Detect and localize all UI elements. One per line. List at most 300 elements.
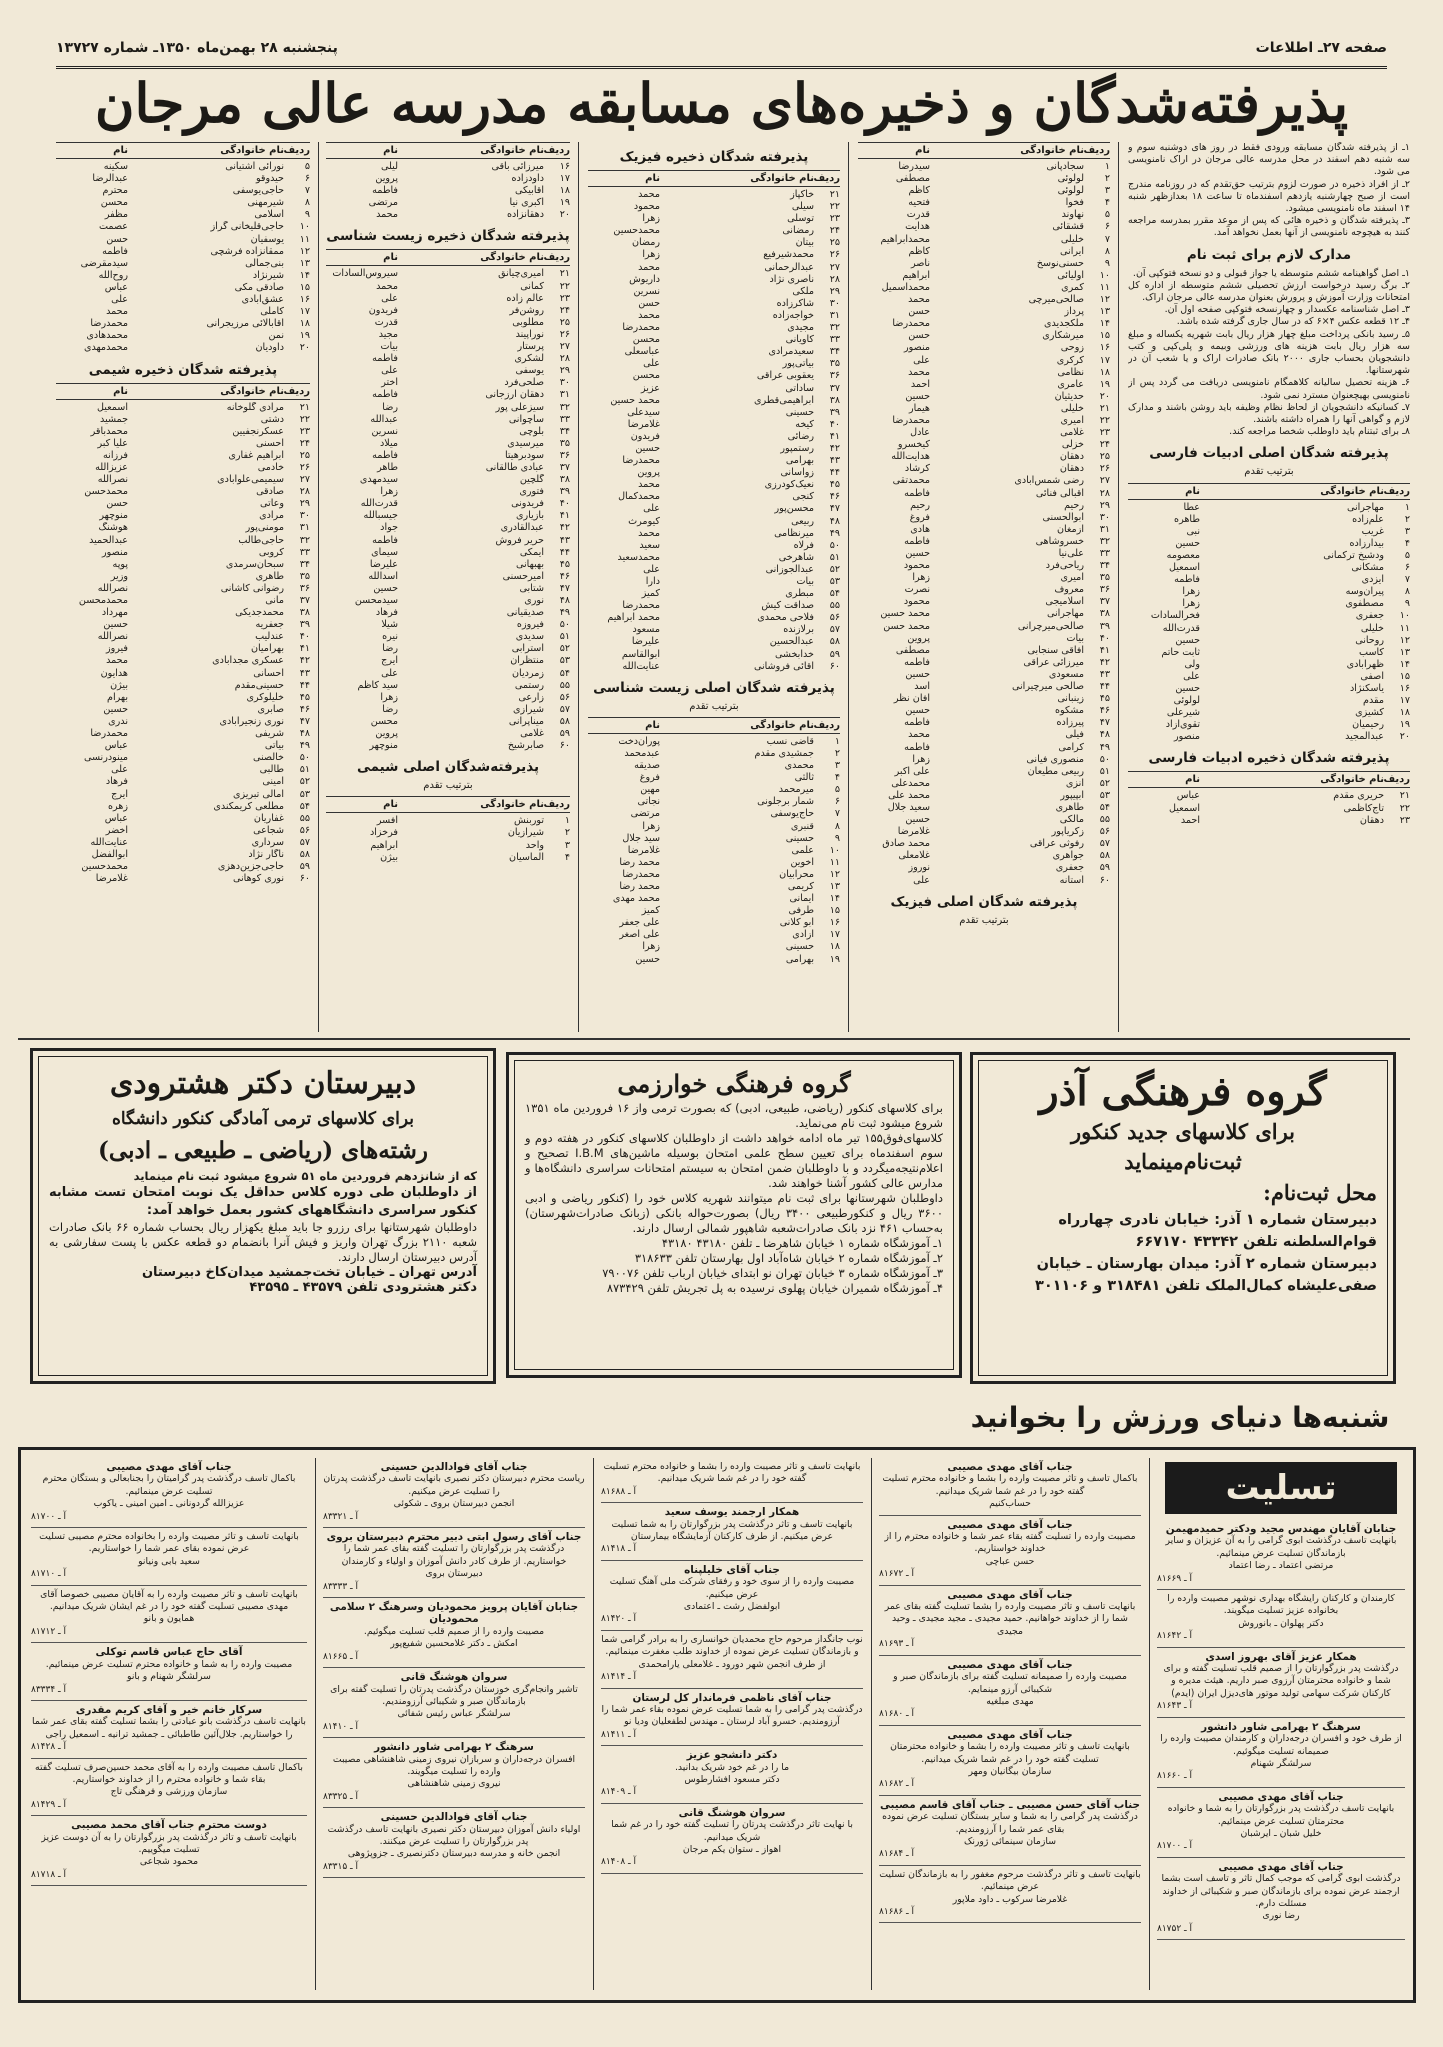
- table-row: [858, 560, 1110, 572]
- table-row: [326, 535, 570, 547]
- name-cell: عبدالله: [370, 413, 398, 425]
- surname-header: نام خانوادگی: [480, 145, 544, 156]
- table-row: [588, 636, 840, 648]
- name-cell: عنایت‌الله: [90, 836, 128, 848]
- surname-cell: عبدالجوزانی: [765, 563, 814, 575]
- notice-text: باکمال تاسف مصیبت وارده را به آقای محمد حسین‌صرف تسلیت گفته بقاء شما و خانواده محترم را از خداوند خواستاریم.: [35, 1761, 303, 1785]
- name-cell: حسین: [635, 442, 660, 454]
- name-cell: محمد: [638, 309, 660, 321]
- surname-cell: زارعی: [518, 691, 544, 703]
- rank-cell: ۳۷: [829, 382, 840, 394]
- column-rule: [593, 1458, 594, 1990]
- name-cell: منصور: [1174, 731, 1200, 743]
- rank-cell: ۳۲: [299, 534, 310, 546]
- rank-cell: ۷: [1104, 233, 1110, 245]
- surname-cell: ابوالحسنی: [1042, 511, 1084, 523]
- name-cell: فاطمه: [1174, 574, 1200, 586]
- name-header: نام: [383, 145, 398, 156]
- surname-cell: خاکپاز: [790, 189, 814, 200]
- table-row: [56, 571, 310, 583]
- table-row: [1128, 790, 1410, 802]
- surname-cell: نعیک‌کودرزی: [764, 479, 814, 491]
- table-row: [1128, 803, 1410, 815]
- surname-cell: آصفی: [1360, 670, 1384, 682]
- name-cell: زهرا: [380, 691, 398, 703]
- name-cell: ثابت حاتم: [1161, 646, 1200, 658]
- rank-cell: ۱: [834, 735, 840, 747]
- notice-code: آ ـ ۸۱۴۱۸: [601, 1544, 637, 1555]
- surname-cell: رستمپور: [780, 442, 814, 454]
- table-row: [858, 669, 1110, 681]
- rank-cell: ۲۰: [559, 209, 570, 221]
- enrollment-instructions: [1128, 142, 1410, 240]
- name-header: نام: [1185, 774, 1200, 786]
- rank-cell: ۲۱: [299, 401, 310, 413]
- table-row: [588, 467, 840, 479]
- name-header: نام: [113, 385, 128, 397]
- column-physics-reserve-biology: [588, 142, 840, 1032]
- surname-cell: کریمی: [787, 880, 814, 892]
- name-cell: مرتضی: [630, 808, 660, 820]
- rank-cell: ۱۰: [299, 221, 310, 233]
- notice-text: با نهایت تاثر درگذشت پدرتان را تسلیت گفته خود را در غم شما شریک میدانیم.: [611, 1819, 853, 1843]
- physics-main-subtitle: بترتیب تقدم: [959, 914, 1009, 926]
- rank-cell: ۲: [1404, 513, 1410, 525]
- column-rule: [871, 1458, 872, 1990]
- condolence-column-3: [601, 1458, 863, 1990]
- surname-cell: آقائی فروشانی: [753, 660, 814, 672]
- surname-cell: شاکرزاده: [776, 297, 814, 309]
- surname-cell: نهاوند: [1061, 209, 1084, 221]
- rank-cell: ۱۴: [1399, 658, 1410, 670]
- literature-main-table: [1128, 483, 1410, 744]
- surname-cell: آزادی: [792, 929, 814, 941]
- name-header: نام: [113, 145, 128, 156]
- name-cell: حسین: [905, 668, 930, 680]
- table-row: [326, 209, 570, 221]
- surname-cell: غلامی: [520, 728, 544, 740]
- notice-text: افسران درجه‌داران و سربازان نیروی زمینی شاهنشاهی مصیبت وارده را تسلیت میگویند.: [332, 1753, 576, 1777]
- literature-reserve-table: [1128, 771, 1410, 826]
- surname-cell: اکبری نیا: [509, 197, 544, 209]
- surname-cell: فریدونی: [511, 498, 544, 510]
- name-cell: محمد رضا: [619, 880, 660, 892]
- table-row: [858, 488, 1110, 500]
- name-cell: علی اصغر: [619, 929, 660, 941]
- surname-cell: آقابیکی: [514, 185, 544, 197]
- rank-header: ردیف: [813, 173, 840, 184]
- rank-cell: ۱۶: [1099, 342, 1110, 354]
- rank-cell: ۳۶: [299, 582, 310, 594]
- name-cell: علی: [1183, 670, 1200, 682]
- table-row: [858, 403, 1110, 415]
- name-cell: قدرت: [374, 316, 398, 328]
- name-cell: عباس: [1176, 790, 1200, 802]
- condolence-notice: [879, 1458, 1141, 1516]
- rank-cell: ۳: [1404, 525, 1410, 537]
- rank-cell: ۵۲: [829, 563, 840, 575]
- surname-cell: میرزائی عراقی: [1023, 656, 1084, 668]
- rank-cell: ۴: [1104, 197, 1110, 209]
- rank-cell: ۵۰: [829, 539, 840, 551]
- name-cell: محمدرضا: [892, 414, 930, 426]
- instruction-paragraph: ۱ـ از پذیرفته شدگان مسابقه ورودی فقط در روز های دوشنبه سوم و سه شنبه دهم اسفند در محل مدرسه عالی مرجان در اراک نامنویسی می شود.: [1128, 142, 1410, 178]
- table-row: [588, 624, 840, 636]
- name-cell: فاطمه: [904, 535, 930, 547]
- surname-cell: میرسیدی: [507, 437, 544, 449]
- surname-cell: ایرانی: [1060, 245, 1084, 257]
- surname-cell: اسلامی: [254, 209, 284, 221]
- rank-cell: ۵۱: [559, 631, 570, 643]
- name-cell: حسن: [106, 498, 128, 510]
- surname-cell: پیرزاده: [1056, 717, 1084, 729]
- name-cell: سید جلال: [622, 832, 660, 844]
- surname-cell: بیتان: [795, 237, 814, 249]
- table-row: [56, 692, 310, 704]
- name-cell: مصطفی: [895, 173, 930, 185]
- surname-header: نام خانوادگی: [750, 173, 814, 184]
- name-cell: فرزانه: [103, 449, 128, 461]
- surname-cell: آمیرحسنی: [502, 570, 544, 582]
- rank-cell: ۴۰: [299, 631, 310, 643]
- surname-cell: دهقانزاده: [506, 209, 544, 221]
- surname-cell: آستانه: [1059, 874, 1084, 886]
- rank-cell: ۸: [1104, 245, 1110, 257]
- documents-list: [1128, 268, 1410, 439]
- surname-cell: جواهری: [1052, 850, 1084, 862]
- table-row: [858, 681, 1110, 693]
- table-row: [588, 612, 840, 624]
- notice-code: آ ـ ۸۱۴۲۸: [31, 1742, 67, 1753]
- surname-cell: نوری کوهانی: [233, 873, 284, 885]
- notice-code: آ ـ ۸۱۷۵۲: [1157, 1923, 1193, 1934]
- table-row: [56, 535, 310, 547]
- surname-cell: سعیدمرادی: [768, 346, 814, 358]
- name-cell: فرهاد: [105, 776, 128, 788]
- surname-cell: غریب: [1361, 525, 1384, 537]
- surname-cell: حسنی‌نوسخ: [1036, 257, 1084, 269]
- name-cell: محمدرضا: [622, 600, 660, 612]
- table-row: [326, 498, 570, 510]
- condolence-notice: [31, 1458, 307, 1528]
- surname-cell: خلیلی: [1060, 233, 1084, 245]
- table-row: [56, 258, 310, 270]
- surname-cell: خالصنی: [253, 752, 284, 764]
- table-row: [858, 318, 1110, 330]
- notice-text: مصیبت وارده را تسلیت گفته بقاء عمر شما و خانواده محترم را از خداوند خواستاریم.: [884, 1531, 1136, 1555]
- table-row: [858, 790, 1110, 802]
- table-row: [56, 426, 310, 438]
- table-row: [56, 764, 310, 776]
- name-cell: هدایت: [905, 221, 930, 233]
- notice-signature: سرلشگر شهنام: [1250, 1757, 1312, 1769]
- name-cell: عزیزالله: [95, 461, 128, 473]
- surname-cell: میرشکاری: [1042, 330, 1084, 342]
- rank-cell: ۳۳: [299, 546, 310, 558]
- rank-cell: ۵۷: [299, 836, 310, 848]
- name-cell: ایرج: [381, 655, 398, 667]
- table-row: [588, 298, 840, 310]
- rank-cell: ۲۸: [559, 353, 570, 365]
- surname-cell: پرداز: [1064, 306, 1084, 318]
- notice-text: اولیاء دانش آموزان دبیرستان دکتر نصیری بانهایت تاسف درگذشت پدر بزرگوارتان را تسلیت عرض میکنند.: [327, 1823, 581, 1847]
- main-headline: پذیرفته‌شدگان و ذخیره‌های مسابقه مدرسه عالی مرجان: [94, 71, 1349, 135]
- rank-cell: ۱۸: [829, 941, 840, 953]
- rank-cell: ۱: [1404, 501, 1410, 513]
- table-row: [858, 536, 1110, 548]
- rank-cell: ۳۲: [559, 401, 570, 413]
- rank-cell: ۲۶: [559, 328, 570, 340]
- chemistry-reserve-table: [56, 383, 310, 886]
- rank-cell: ۳۱: [559, 389, 570, 401]
- rank-cell: ۹: [1404, 598, 1410, 610]
- notice-code: آ ـ ۸۱۷۰۰: [1157, 1841, 1193, 1852]
- table-row: [588, 286, 840, 298]
- name-cell: محمد: [908, 366, 930, 378]
- table-row: [588, 528, 840, 540]
- rank-cell: ۱۳: [829, 880, 840, 892]
- condolence-notice: [879, 1726, 1141, 1796]
- name-cell: ابراهیم: [370, 839, 398, 851]
- rank-cell: ۴۱: [829, 430, 840, 442]
- notice-code: آ ـ ۸۳۳۱۵: [323, 1861, 359, 1872]
- table-row: [588, 516, 840, 528]
- name-cell: محترم: [102, 185, 128, 197]
- biology-main-table: [588, 717, 840, 966]
- table-row: [858, 729, 1110, 741]
- rank-cell: ۵۳: [299, 788, 310, 800]
- notice-text: مصیبت وارده را به شما و خانواده محترم تسلیت عرض مینمائیم.: [45, 1658, 293, 1670]
- name-cell: میلاد: [379, 437, 398, 449]
- rank-cell: ۵۴: [299, 800, 310, 812]
- ad-kharazmi-address-2: ۲ـ آموزشگاه شماره ۲ خیابان شاه‌آباد اول بهارستان تلفن ۳۱۸۶۳۳: [634, 1251, 943, 1265]
- table-row: [588, 358, 840, 370]
- rank-cell: ۲۷: [1099, 475, 1110, 487]
- name-cell: محمدحسن: [84, 486, 128, 498]
- table-row: [858, 693, 1110, 705]
- surname-cell: توربنش: [513, 815, 544, 827]
- condolence-notice: [323, 1738, 585, 1808]
- rank-cell: ۳۴: [829, 346, 840, 358]
- rank-cell: ۵۹: [1099, 862, 1110, 874]
- surname-cell: مانی: [265, 595, 284, 606]
- rank-cell: ۴۸: [829, 515, 840, 527]
- rank-cell: ۱۶: [559, 161, 570, 172]
- table-header: [1128, 483, 1410, 500]
- table-row: [56, 631, 310, 643]
- surname-header: نام خانوادگی: [750, 719, 814, 731]
- rank-cell: ۵۶: [559, 691, 570, 703]
- table-row: [326, 197, 570, 209]
- name-cell: کیخسرو: [897, 439, 930, 451]
- name-cell: حسن: [638, 297, 660, 309]
- name-cell: محمد حسین: [610, 394, 660, 406]
- table-header: [56, 383, 310, 400]
- table-row: [56, 680, 310, 692]
- surname-cell: فخوا: [1065, 197, 1084, 209]
- surname-cell: منتظران: [510, 655, 544, 667]
- name-cell: رمضان: [631, 237, 660, 249]
- table-row: [588, 954, 840, 966]
- table-row: [588, 649, 840, 661]
- rank-cell: ۱۲: [829, 868, 840, 880]
- notice-text: باکمال تاسف درگذشت پدر گرامیتان را بجنابعالی و بستگان محترم تسلیت عرض مینمائیم.: [42, 1473, 296, 1497]
- surname-cell: ربیعی: [791, 515, 814, 527]
- table-row: [326, 474, 570, 486]
- table-row: [588, 576, 840, 588]
- surname-cell: مصطفوی: [1345, 598, 1384, 610]
- table-row: [56, 583, 310, 595]
- name-cell: شیلا: [381, 619, 398, 631]
- table-row: [1128, 623, 1410, 635]
- surname-cell: ناگار نژاد: [248, 848, 284, 860]
- surname-cell: خسروشاهی: [1035, 535, 1084, 547]
- name-cell: حسین: [905, 390, 930, 402]
- rank-cell: ۲۲: [829, 201, 840, 213]
- rank-cell: ۴۰: [1099, 632, 1110, 644]
- notice-heading: دکتر دانشجو عزیز: [686, 1749, 778, 1762]
- table-row: [326, 692, 570, 704]
- table-header: [326, 142, 570, 159]
- name-cell: علی: [381, 667, 398, 679]
- rank-cell: ۴۶: [559, 570, 570, 582]
- table-row: [56, 619, 310, 631]
- ad-kharazmi-address-1: ۱ـ آموزشگاه شماره ۱ خیابان شاهرضا ـ تلفن ۴۳۱۸۰ ۴۳۱۸۰: [661, 1236, 943, 1250]
- table-row: [56, 414, 310, 426]
- table-row: [326, 317, 570, 329]
- surname-cell: زمردیان: [512, 667, 544, 679]
- surname-cell: عسکرنجفیین: [232, 425, 284, 437]
- surname-cell: عبدالرحمانی: [764, 261, 814, 273]
- rank-cell: ۱۵: [1399, 670, 1410, 682]
- name-cell: فاطمه: [372, 389, 398, 401]
- table-row: [858, 258, 1110, 270]
- rank-cell: ۱۹: [299, 330, 310, 342]
- condolence-list: [31, 1458, 307, 1886]
- notice-signature: انجمن خانه و مدرسه دبیرستان دکترنصیری ـ جزوپژوهی: [347, 1848, 561, 1860]
- name-cell: محمد حسین: [880, 608, 930, 620]
- table-row: [326, 305, 570, 317]
- rank-cell: ۲۹: [299, 498, 310, 510]
- surname-cell: نمن: [268, 330, 284, 342]
- name-cell: حسن: [106, 233, 128, 245]
- table-row: [56, 704, 310, 716]
- table-row: [326, 852, 570, 864]
- surname-cell: حسینی: [785, 941, 814, 953]
- rank-cell: ۸: [1404, 586, 1410, 598]
- rank-cell: ۵۳: [1099, 789, 1110, 801]
- rank-cell: ۴۱: [299, 643, 310, 655]
- table-row: [588, 443, 840, 455]
- rank-cell: ۲۸: [829, 273, 840, 285]
- name-cell: ولی: [1184, 658, 1200, 670]
- table-row: [326, 462, 570, 474]
- rank-cell: ۵۸: [299, 848, 310, 860]
- surname-cell: مسعودی: [1048, 668, 1084, 680]
- ad-azar-sub1: برای کلاسهای جدید کنکور: [1070, 1119, 1296, 1144]
- surname-cell: علم‌زاده: [1352, 513, 1384, 525]
- name-cell: زهرا: [642, 941, 660, 953]
- table-row: [56, 306, 310, 318]
- table-row: [56, 209, 310, 221]
- name-cell: نسرین: [633, 285, 660, 297]
- rank-cell: ۴۷: [829, 503, 840, 515]
- name-cell: اسمعیل: [1168, 562, 1200, 574]
- condolence-column-5: [31, 1458, 307, 1990]
- table-header: [588, 170, 840, 187]
- table-row: [858, 427, 1110, 439]
- name-cell: محمد علی: [888, 789, 930, 801]
- rank-cell: ۲۶: [1099, 463, 1110, 475]
- surname-cell: ابراهیمی‌قطری: [753, 394, 814, 406]
- notice-signature: حسن عباچی: [985, 1555, 1035, 1567]
- surname-cell: مهاجرانی: [1046, 608, 1084, 620]
- rank-header: ردیف: [543, 799, 570, 811]
- rank-cell: ۳۰: [559, 377, 570, 389]
- table-row: [588, 760, 840, 772]
- table-row: [858, 584, 1110, 596]
- table-row: [858, 862, 1110, 874]
- table-row: [326, 365, 570, 377]
- surname-cell: یعقوبی عراقی: [756, 370, 814, 382]
- surname-cell: ابراهیم غفاری: [228, 449, 284, 461]
- notice-text: بانهایت تاسف و تاثر مصیبت وارده را بشما و خانواده محترم تسلیت گفته خود را در غم شما شریک میدانیم.: [603, 1461, 861, 1485]
- ad-hashtroudi-p1: که از شانزدهم فروردین ماه ۵۱ شروع میشود ثبت نام مینماید: [133, 1169, 477, 1183]
- condolence-notice: [601, 1458, 863, 1503]
- condolence-notice: [601, 1561, 863, 1631]
- surname-cell: مومنی‌پور: [245, 522, 284, 534]
- rank-cell: ۸: [834, 820, 840, 832]
- notice-signature: امکش ـ دکتر غلامحسین شفیع‌پور: [390, 1638, 518, 1650]
- name-header: نام: [645, 173, 660, 184]
- name-cell: عباسعلی: [624, 346, 660, 358]
- surname-cell: قشقائی: [1052, 221, 1084, 233]
- surname-cell: قنبری: [790, 820, 814, 832]
- name-cell: مسعود: [632, 624, 660, 636]
- name-cell: حسن: [908, 306, 930, 318]
- name-cell: ندری: [108, 715, 128, 727]
- name-cell: محمدرضا: [622, 868, 660, 880]
- table-row: [858, 161, 1110, 173]
- condolence-notice: [879, 1796, 1141, 1866]
- surname-cell: دشتی: [260, 413, 284, 425]
- notice-signature: رضا نوری: [1262, 1910, 1300, 1922]
- name-cell: فاطمه: [904, 656, 930, 668]
- notice-text: بانهایت تاسف و تاثر مصیبت وارده را بشما تسلیت گفته بقای عمر شما را از خداوند خواهانیم. حمید مجیدی ـ مجید مجیدی ـ وحید مجیدی: [884, 1601, 1136, 1637]
- surname-cell: شریفی: [255, 728, 284, 740]
- table-row: [1128, 731, 1410, 743]
- notice-heading: سرهنگ ۲ بهرامی شاور دانشور: [1201, 1720, 1361, 1733]
- rank-cell: ۵۹: [829, 648, 840, 660]
- literature-main-subtitle: بترتیب تقدم: [1244, 466, 1294, 478]
- condolence-notice: [1157, 1718, 1405, 1788]
- rank-cell: ۴۰: [829, 418, 840, 430]
- surname-cell: کرامی: [1058, 741, 1084, 753]
- rank-cell: ۴۵: [1099, 693, 1110, 705]
- surname-cell: صابری: [257, 703, 284, 715]
- table-row: [858, 306, 1110, 318]
- name-cell: نصرالله: [97, 474, 128, 486]
- condolence-notice: [1157, 1788, 1405, 1858]
- rank-cell: ۳۶: [829, 370, 840, 382]
- condolence-notice: [879, 1586, 1141, 1656]
- surname-cell: کاویانی: [785, 334, 814, 346]
- ad-kharazmi-p1: برای کلاسهای کنکور (ریاضی، طبیعی، ادبی) که بصورت ترمی واز ۱۶ فروردین ماه ۱۳۵۱ شروع میشود ثبت نام می‌نماید.: [525, 1101, 943, 1130]
- rank-cell: ۴۳: [559, 534, 570, 546]
- name-cell: هدایون: [100, 667, 128, 679]
- surname-cell: جعفریه: [255, 619, 284, 631]
- table-row: [1128, 610, 1410, 622]
